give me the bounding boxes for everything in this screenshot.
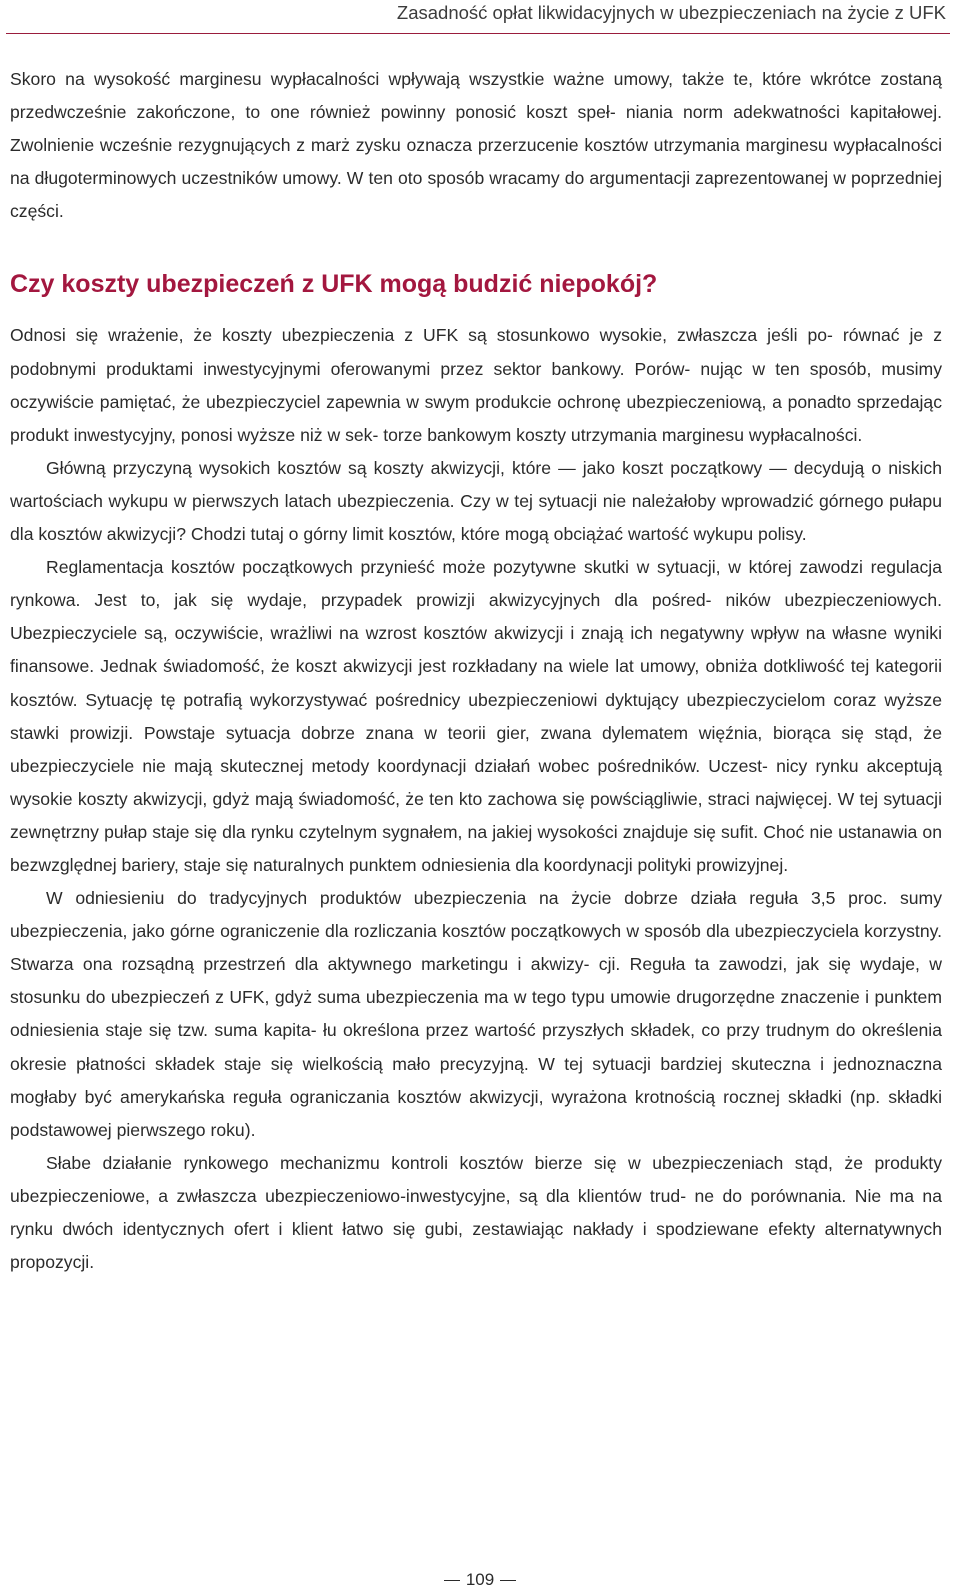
paragraph: Skoro na wysokość marginesu wypłacalności wpływają wszystkie ważne umowy, także te, które wkrótce zostaną przedwcześnie zakończone, to one również powinny ponosić koszt speł- niania norm adekwatności kapitałowej. Zwolnienie wcześnie rezygnujących z marż zysku oznacza przerzucenie kosztów utrzymania marginesu wypłacalności na długoterminowych uczestników umowy. W ten oto sposób wracamy do argumentacji zaprezentowanej w poprzedniej części. bbox=[10, 69, 942, 222]
paragraph: Reglamentacja kosztów początkowych przynieść może pozytywne skutki w sytuacji, w której zawodzi regulacja rynkowa. Jest to, jak się wydaje, przypadek prowizji akwizycyjnych dla pośred- ników ubezpieczeniowych. Ubezpieczyciele są, oczywiście, wrażliwi na wzrost kosztów akwizycji i znają ich negatywny wpływ na własne wyniki finansowe. Jednak świadomość, że koszt akwizycji jest rozkładany na wiele lat umowy, obniża dotkliwość tej kategorii kosztów. Sytuację tę potrafią wykorzystywać pośrednicy ubezpieczeniowi dyktujący ubezpieczycielom coraz wyższe stawki prowizji. Powstaje sytuacja dobrze znana w teorii gier, zwana dylematem więźnia, biorąca się stąd, że ubezpieczyciele nie mają skutecznej metody koordynacji działań wobec pośredników. Uczest- nicy rynku akceptują wysokie koszty akwizycji, gdyż mają świadomość, że ten kto zachowa się powściągliwie, straci najwięcej. W tej sytuacji zewnętrzny pułap staje się dla rynku czytelnym sygnałem, na jakiej wysokości znajduje się sufit. Choć nie ustanawia on bezwzględnej bariery, staje się naturalnych punktem odniesienia dla koordynacji polityki prowizyjnej. bbox=[10, 557, 942, 875]
footer-dash-left bbox=[444, 1580, 460, 1581]
page-number: 109 bbox=[465, 1570, 495, 1589]
paragraph: Główną przyczyną wysokich kosztów są koszty akwizycji, które — jako koszt początkowy — decydują o niskich wartościach wykupu w pierwszych latach ubezpieczenia. Czy w tej sytuacji nie należałoby wprowadzić górnego pułapu dla kosztów akwizycji? Chodzi tutaj o górny limit kosztów, które mogą obciążać wartość wykupu polisy. bbox=[10, 457, 942, 545]
paragraph: Odnosi się wrażenie, że koszty ubezpieczenia z UFK są stosunkowo wysokie, zwłaszcza jeśli po- równać je z podobnymi produktami inwestycyjnymi oferowanymi przez sektor bankowy. Porów- nując w ten sposób, musimy oczywiście pamiętać, że ubezpieczyciel zapewnia w swym produkcie ochronę ubezpieczeniową, a ponadto sprzedając produkt inwestycyjny, ponosi wyższe niż w sek- torze bankowym koszty utrzymania marginesu wypłacalności. bbox=[10, 325, 942, 445]
footer-dash-right bbox=[500, 1580, 516, 1581]
paragraph: Słabe działanie rynkowego mechanizmu kontroli kosztów bierze się w ubezpieczeniach stąd, że produkty ubezpieczeniowe, a zwłaszcza ubezpieczeniowo-inwestycyjne, są dla klientów trud- ne do porównania. Nie ma na rynku dwóch identycznych ofert i klient łatwo się gubi, zestawiając nakłady i spodziewane efekty alternatywnych propozycji. bbox=[10, 1152, 942, 1273]
header-divider bbox=[6, 33, 950, 34]
page-body bbox=[10, 63, 942, 1279]
paragraph: W odniesieniu do tradycyjnych produktów ubezpieczenia na życie dobrze działa reguła 3,5 proc. sumy ubezpieczenia, jako górne ograniczenie dla rozliczania kosztów początkowych w sposób dla ubezpieczyciela korzystny. Stwarza ona rozsądną przestrzeń dla aktywnego marketingu i akwizy- cji. Reguła ta zawodzi, jak się wydaje, w stosunku do ubezpieczeń z UFK, gdyż suma ubezpieczenia ma w tego typu umowie drugorzędne znaczenie i punktem odniesienia staje się tzw. suma kapita- łu określona przez wartość przyszłych składek, co przy trudnym do określenia okresie płatności składek staje się wielkością mało precyzyjną. W tej sytuacji bardziej skuteczna i jednoznaczna mogłaby być amerykańska reguła ograniczania kosztów akwizycji, wyrażona krotnością rocznej składki (np. składki podstawowej pierwszego roku). bbox=[10, 888, 942, 1140]
page-footer bbox=[0, 1570, 960, 1590]
section-heading: Czy koszty ubezpieczeń z UFK mogą budzić niepokój? bbox=[10, 270, 658, 299]
running-header: Zasadność opłat likwidacyjnych w ubezpieczeniach na życie z UFK bbox=[396, 2, 946, 23]
